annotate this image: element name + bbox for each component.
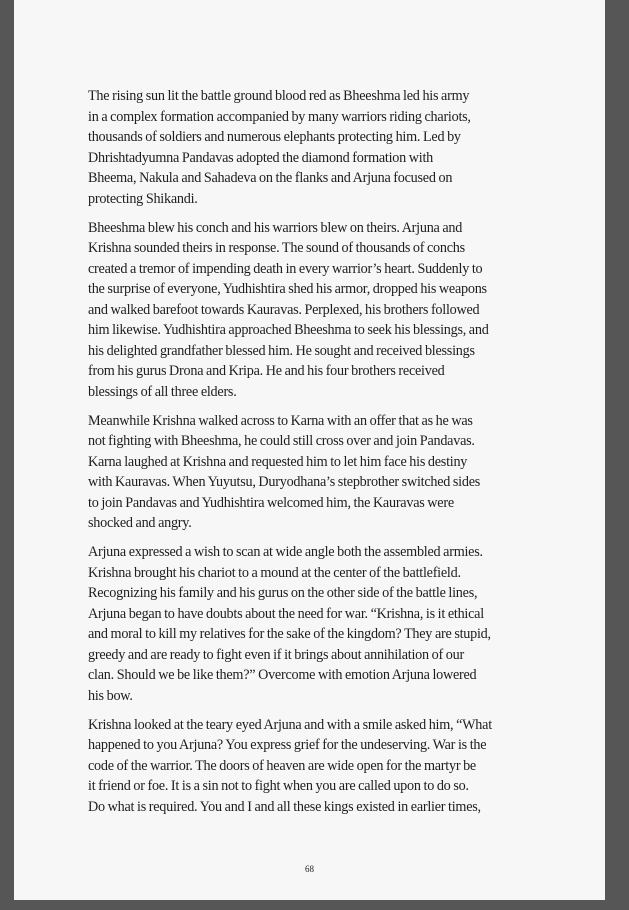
text-line: code of the warrior. The doors of heaven are wide open for the martyr be bbox=[88, 757, 476, 774]
text-line: not fighting with Bheeshma, he could still cross over and join Pandavas. bbox=[88, 433, 475, 449]
page-body-text bbox=[88, 86, 548, 826]
text-line: to join Pandavas and Yudhishtira welcomed him, the Kauravas were bbox=[88, 494, 454, 511]
text-line: shocked and angry. bbox=[88, 515, 192, 531]
text-line: The rising sun lit the battle ground blood red as Bheeshma led his army bbox=[88, 88, 470, 104]
text-line: Meanwhile Krishna walked across to Karna with an offer that as he was bbox=[88, 412, 473, 429]
text-line: Do what is required. You and I and all these kings existed in earlier times, bbox=[88, 798, 481, 815]
paragraph bbox=[88, 86, 548, 209]
text-line: from his gurus Drona and Kripa. He and his four brothers received bbox=[88, 363, 445, 379]
paragraph bbox=[88, 218, 548, 403]
paragraph bbox=[88, 542, 548, 706]
text-line: Arjuna began to have doubts about the need for war. “Krishna, is it ethical bbox=[88, 605, 484, 622]
text-line: greedy and are ready to fight even if it brings about annihilation of our bbox=[88, 646, 464, 663]
text-line: his delighted grandfather blessed him. He sought and received blessings bbox=[88, 342, 475, 359]
text-line: clan. Should we be like them?” Overcome with emotion Arjuna lowered bbox=[88, 667, 477, 683]
book-page bbox=[14, 0, 605, 900]
text-line: Karna laughed at Krishna and requested him to let him face his destiny bbox=[88, 453, 468, 470]
text-line: created a tremor of impending death in every warrior’s heart. Suddenly to bbox=[88, 260, 483, 277]
text-line: protecting Shikandi. bbox=[88, 190, 198, 207]
text-line: it friend or foe. It is a sin not to fight when you are called upon to do so. bbox=[88, 778, 469, 794]
text-line: and moral to kill my relatives for the sake of the kingdom? They are stupid, bbox=[88, 626, 491, 642]
text-line: the surprise of everyone, Yudhishtira shed his armor, dropped his weapons bbox=[88, 281, 487, 297]
text-line: and walked barefoot towards Kauravas. Perplexed, his brothers followed bbox=[88, 301, 480, 318]
text-line: his bow. bbox=[88, 687, 133, 704]
text-line: Arjuna expressed a wish to scan at wide angle both the assembled armies. bbox=[88, 544, 483, 560]
paragraph bbox=[88, 411, 548, 534]
text-line: Krishna looked at the teary eyed Arjuna and with a smile asked him, “What bbox=[88, 716, 492, 733]
paragraph bbox=[88, 715, 548, 818]
text-line: in a complex formation accompanied by many warriors riding chariots, bbox=[88, 108, 471, 125]
text-line: blessings of all three elders. bbox=[88, 383, 237, 400]
page-number: 68 bbox=[305, 864, 314, 874]
text-line: Bheeshma blew his conch and his warriors blew on theirs. Arjuna and bbox=[88, 219, 463, 236]
text-line: him likewise. Yudhishtira approached Bheeshma to seek his blessings, and bbox=[88, 322, 489, 338]
text-line: Dhrishtadyumna Pandavas adopted the diamond formation with bbox=[88, 149, 433, 166]
text-line: thousands of soldiers and numerous elephants protecting him. Led by bbox=[88, 129, 461, 145]
text-line: happened to you Arjuna? You express grief for the undeserving. War is the bbox=[88, 737, 487, 753]
text-line: Recognizing his family and his gurus on the other side of the battle lines, bbox=[88, 585, 478, 601]
text-line: Krishna sounded theirs in response. The sound of thousands of conchs bbox=[88, 240, 465, 256]
text-line: with Kauravas. When Yuyutsu, Duryodhana’s stepbrother switched sides bbox=[88, 474, 481, 490]
text-line: Bheema, Nakula and Sahadeva on the flanks and Arjuna focused on bbox=[88, 170, 453, 186]
text-line: Krishna brought his chariot to a mound at the center of the battlefield. bbox=[88, 564, 461, 581]
